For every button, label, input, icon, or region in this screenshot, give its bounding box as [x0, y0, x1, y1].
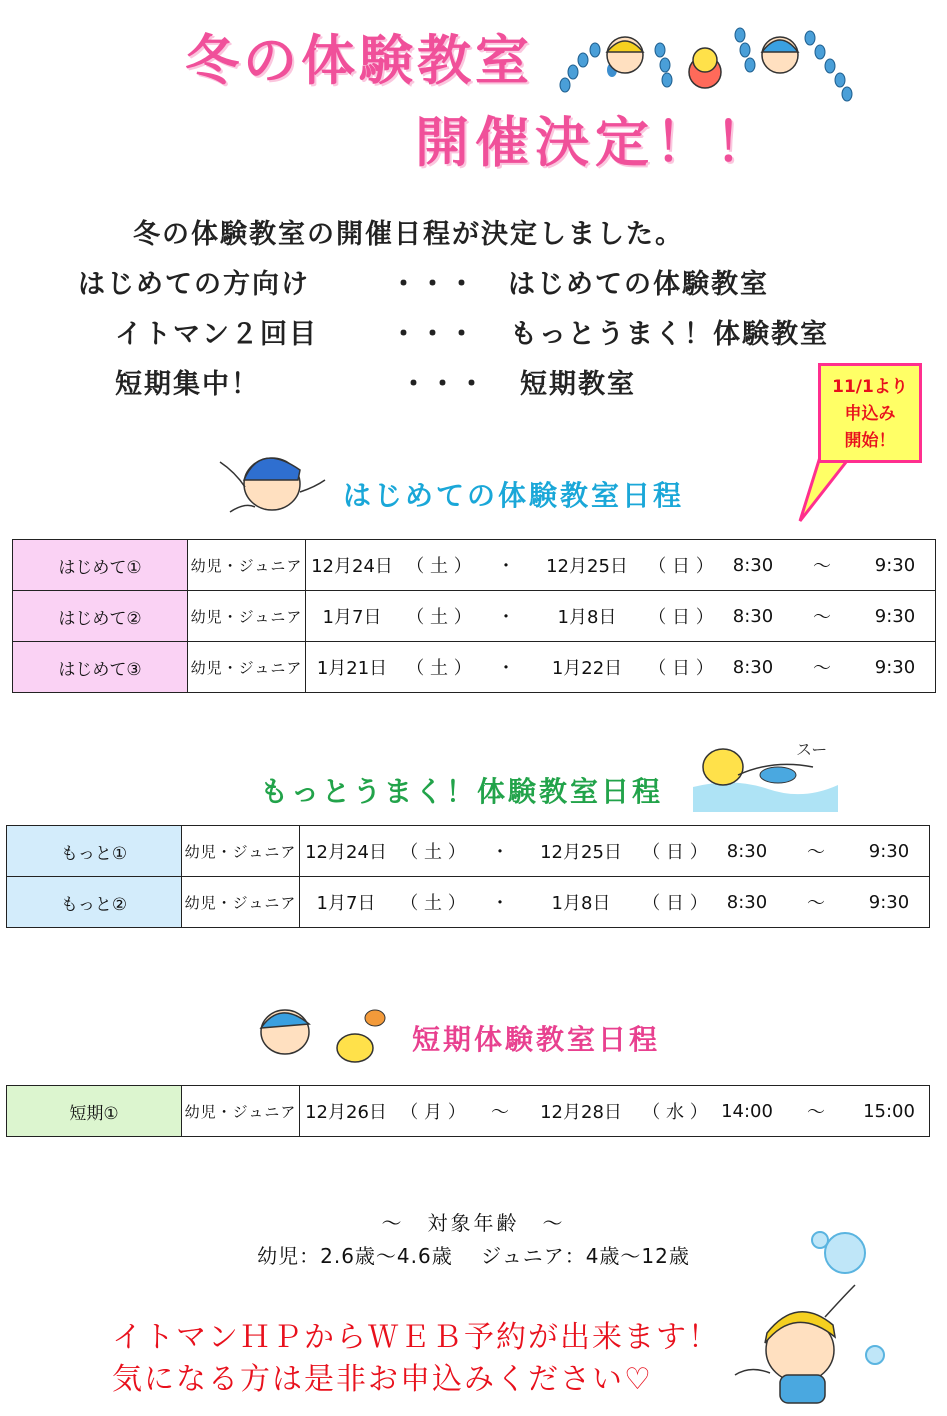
callout-line-2: 申込み — [844, 404, 896, 424]
first-weekday: （ 土 ） — [406, 607, 472, 628]
table-row — [13, 540, 936, 591]
tanki-section-title: 短期体験教室日程 — [412, 1023, 661, 1056]
motto-section-title: もっとうまく！体験教室日程 — [260, 775, 664, 808]
swimmer-and-chick-illustration — [235, 990, 395, 1070]
time-range-tilde: ～ — [813, 607, 831, 628]
target-class-cell: 幼児・ジュニア — [182, 826, 300, 877]
class-name-cell: はじめて③ — [13, 642, 188, 693]
callout-pointer — [795, 455, 855, 525]
end-time: 9:30 — [874, 554, 916, 576]
second-weekday: （ 水 ） — [642, 1102, 708, 1123]
intro-line: 冬の体験教室の開催日程が決定しました。 — [133, 219, 684, 250]
target-class-cell: 幼児・ジュニア — [188, 591, 306, 642]
second-weekday: （ 日 ） — [642, 842, 708, 863]
second-date: 12月25日 — [540, 842, 622, 863]
motto-schedule-table — [6, 825, 930, 928]
first-date: 12月24日 — [305, 842, 387, 863]
second-date: 1月8日 — [551, 893, 611, 914]
schedule-dates-cell — [306, 591, 936, 642]
class-name-cell: もっと② — [7, 877, 182, 928]
start-time: 8:30 — [726, 840, 768, 862]
start-time: 14:00 — [721, 1100, 773, 1122]
schedule-dates-cell — [300, 877, 930, 928]
date-separator: ・ — [491, 893, 509, 914]
table-row — [7, 826, 930, 877]
intro-row-2-left: イトマン２回目 — [115, 319, 318, 350]
first-date: 1月7日 — [316, 893, 376, 914]
second-date: 12月25日 — [546, 556, 628, 577]
date-separator: ・ — [491, 842, 509, 863]
target-age-heading: ～ 対象年齢 ～ — [381, 1211, 566, 1235]
table-row — [7, 877, 930, 928]
second-weekday: （ 日 ） — [648, 658, 714, 679]
target-class-cell: 幼児・ジュニア — [182, 877, 300, 928]
class-name-cell: はじめて② — [13, 591, 188, 642]
schedule-dates-cell — [300, 826, 930, 877]
end-time: 9:30 — [874, 656, 916, 678]
first-date: 1月7日 — [322, 607, 382, 628]
hajimete-schedule-table — [12, 539, 936, 693]
intro-row-2-right: もっとうまく！体験教室 — [510, 319, 829, 350]
target-class-cell: 幼児・ジュニア — [188, 642, 306, 693]
target-age-text: 幼児：2.6歳～4.6歳 ジュニア：4歳～12歳 — [257, 1244, 690, 1268]
schedule-dates-cell — [306, 642, 936, 693]
time-range-tilde: ～ — [807, 1102, 825, 1123]
second-weekday: （ 日 ） — [648, 607, 714, 628]
time-range-tilde: ～ — [813, 658, 831, 679]
table-row — [7, 1086, 930, 1137]
swimmer-boy-illustration — [200, 432, 330, 527]
end-time: 15:00 — [863, 1100, 915, 1122]
swimmers-illustration — [555, 10, 855, 105]
start-time: 8:30 — [732, 554, 774, 576]
target-class-cell: 幼児・ジュニア — [182, 1086, 300, 1137]
web-reservation-text: イトマンＨＰからＷＥＢ予約が出来ます！ — [112, 1320, 720, 1355]
class-name-cell: はじめて① — [13, 540, 188, 591]
tanki-schedule-table — [6, 1085, 930, 1137]
page-title-line1: 冬の体験教室 — [185, 29, 533, 92]
second-weekday: （ 日 ） — [648, 556, 714, 577]
date-separator: ・ — [497, 607, 515, 628]
second-weekday: （ 日 ） — [642, 893, 708, 914]
date-separator: ・ — [497, 556, 515, 577]
swimmer-kid-illustration — [725, 1225, 900, 1410]
intro-row-3-dots: ・・・ — [400, 369, 487, 400]
table-row — [13, 642, 936, 693]
intro-row-3-left: 短期集中！ — [115, 369, 260, 400]
class-name-cell: もっと① — [7, 826, 182, 877]
page-title-line2: 開催決定！！ — [415, 111, 775, 174]
time-range-tilde: ～ — [807, 842, 825, 863]
intro-row-2-dots: ・・・ — [390, 319, 477, 350]
start-time: 8:30 — [732, 605, 774, 627]
first-weekday: （ 土 ） — [406, 658, 472, 679]
swimmer-girl-illustration — [693, 737, 843, 812]
first-weekday: （ 土 ） — [400, 842, 466, 863]
intro-row-1-dots: ・・・ — [390, 269, 477, 300]
application-start-callout — [818, 363, 922, 463]
end-time: 9:30 — [868, 891, 910, 913]
svg-text:スー: スー — [796, 740, 828, 759]
end-time: 9:30 — [874, 605, 916, 627]
first-date: 12月26日 — [305, 1102, 387, 1123]
target-class-cell: 幼児・ジュニア — [188, 540, 306, 591]
second-date: 1月8日 — [557, 607, 617, 628]
callout-line-1: 11/1より — [832, 377, 908, 397]
apply-invitation-text: 気になる方は是非お申込みください♡ — [112, 1362, 653, 1397]
schedule-dates-cell — [306, 540, 936, 591]
time-range-tilde: ～ — [813, 556, 831, 577]
date-separator: ・ — [497, 658, 515, 679]
second-date: 12月28日 — [540, 1102, 622, 1123]
table-row — [13, 591, 936, 642]
intro-row-3-right: 短期教室 — [520, 369, 636, 400]
date-separator: ～ — [491, 1102, 509, 1123]
second-date: 1月22日 — [551, 658, 623, 679]
end-time: 9:30 — [868, 840, 910, 862]
first-date: 1月21日 — [316, 658, 388, 679]
start-time: 8:30 — [732, 656, 774, 678]
hajimete-section-title: はじめての体験教室日程 — [343, 479, 685, 512]
first-date: 12月24日 — [311, 556, 393, 577]
class-name-cell: 短期① — [7, 1086, 182, 1137]
time-range-tilde: ～ — [807, 893, 825, 914]
schedule-dates-cell — [300, 1086, 930, 1137]
start-time: 8:30 — [726, 891, 768, 913]
first-weekday: （ 月 ） — [400, 1102, 466, 1123]
first-weekday: （ 土 ） — [406, 556, 472, 577]
intro-row-1-right: はじめての体験教室 — [508, 269, 769, 300]
intro-row-1-left: はじめての方向け — [78, 269, 310, 300]
first-weekday: （ 土 ） — [400, 893, 466, 914]
callout-line-3: 開始！ — [844, 431, 896, 451]
